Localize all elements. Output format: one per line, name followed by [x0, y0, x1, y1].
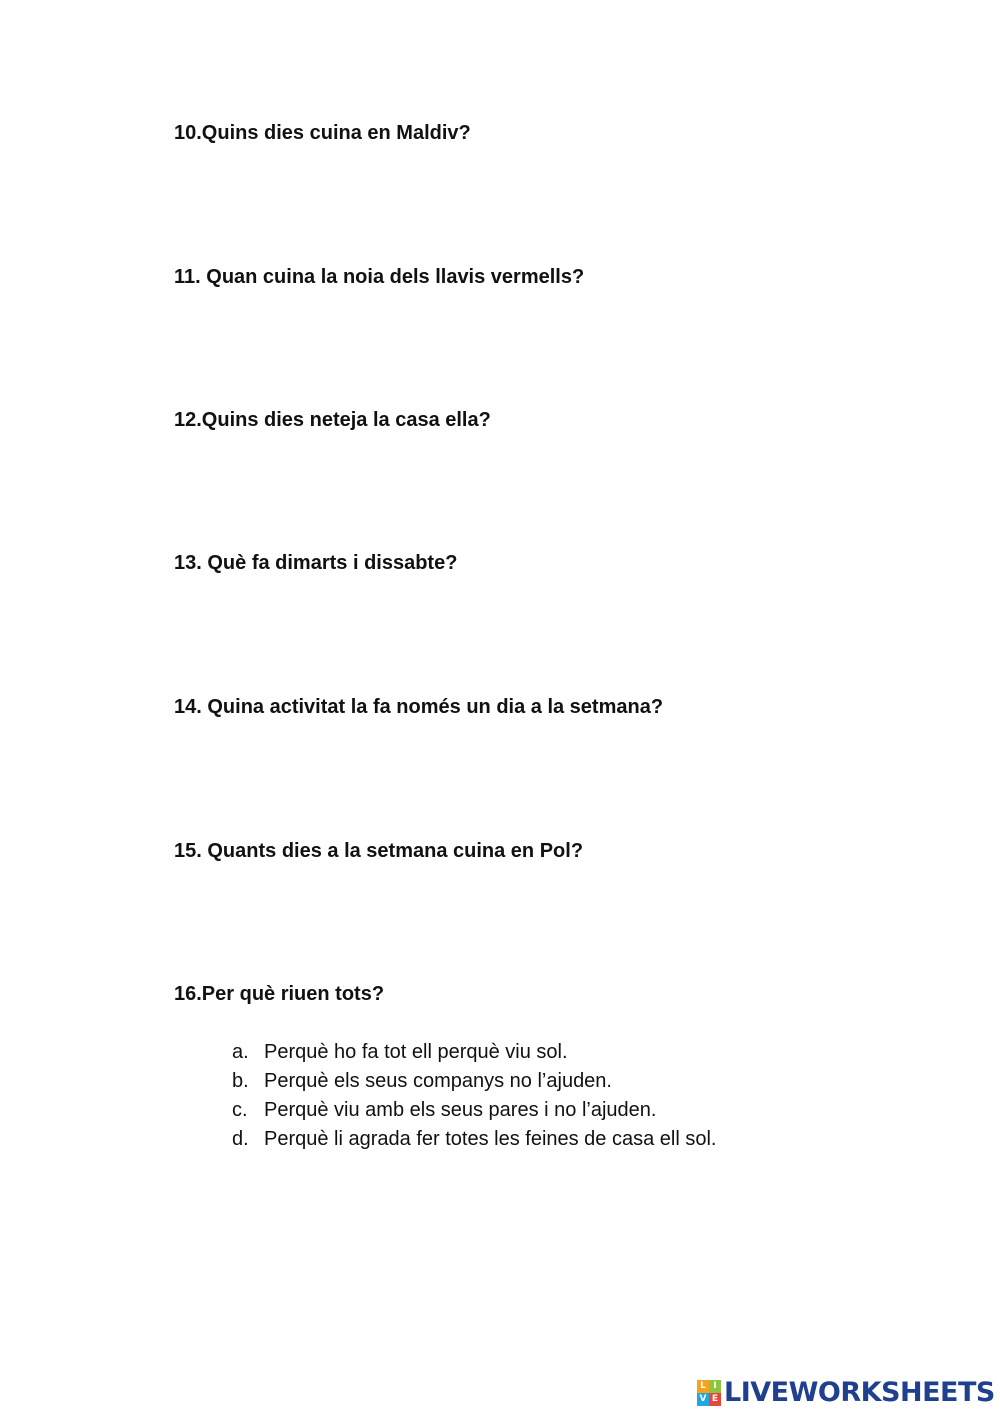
option-letter: b.: [232, 1070, 249, 1092]
answer-option-c[interactable]: [232, 1096, 716, 1125]
option-text: Perquè li agrada fer totes les feines de casa ell sol.: [264, 1128, 717, 1150]
question-12: 12.Quins dies neteja la casa ella?: [174, 409, 491, 431]
option-text: Perquè els seus companys no l’ajuden.: [264, 1070, 612, 1092]
question-10: 10.Quins dies cuina en Maldiv?: [174, 122, 471, 144]
option-letter: a.: [232, 1041, 249, 1063]
logo-mark-i: I: [709, 1380, 721, 1393]
answer-option-b[interactable]: [232, 1067, 716, 1096]
question-16: 16.Per què riuen tots?: [174, 983, 385, 1005]
option-letter: d.: [232, 1128, 249, 1150]
option-text: Perquè ho fa tot ell perquè viu sol.: [264, 1041, 568, 1063]
logo-mark-icon: [697, 1380, 721, 1406]
logo-mark-l: L: [697, 1380, 709, 1393]
logo-text: LIVEWORKSHEETS: [724, 1377, 995, 1408]
question-15: 15. Quants dies a la setmana cuina en Pol?: [174, 840, 584, 862]
option-letter: c.: [232, 1099, 248, 1121]
liveworksheets-logo: [697, 1378, 995, 1408]
answer-option-d[interactable]: [232, 1125, 716, 1154]
logo-mark-v: V: [697, 1393, 709, 1406]
answer-option-a[interactable]: [232, 1038, 716, 1067]
question-13: 13. Què fa dimarts i dissabte?: [174, 552, 458, 574]
answer-options-list: [232, 1038, 716, 1154]
question-11: 11. Quan cuina la noia dels llavis vermells?: [174, 266, 585, 288]
question-14: 14. Quina activitat la fa només un dia a la setmana?: [174, 696, 664, 718]
option-text: Perquè viu amb els seus pares i no l’ajuden.: [264, 1099, 657, 1121]
logo-mark-e: E: [709, 1393, 721, 1406]
